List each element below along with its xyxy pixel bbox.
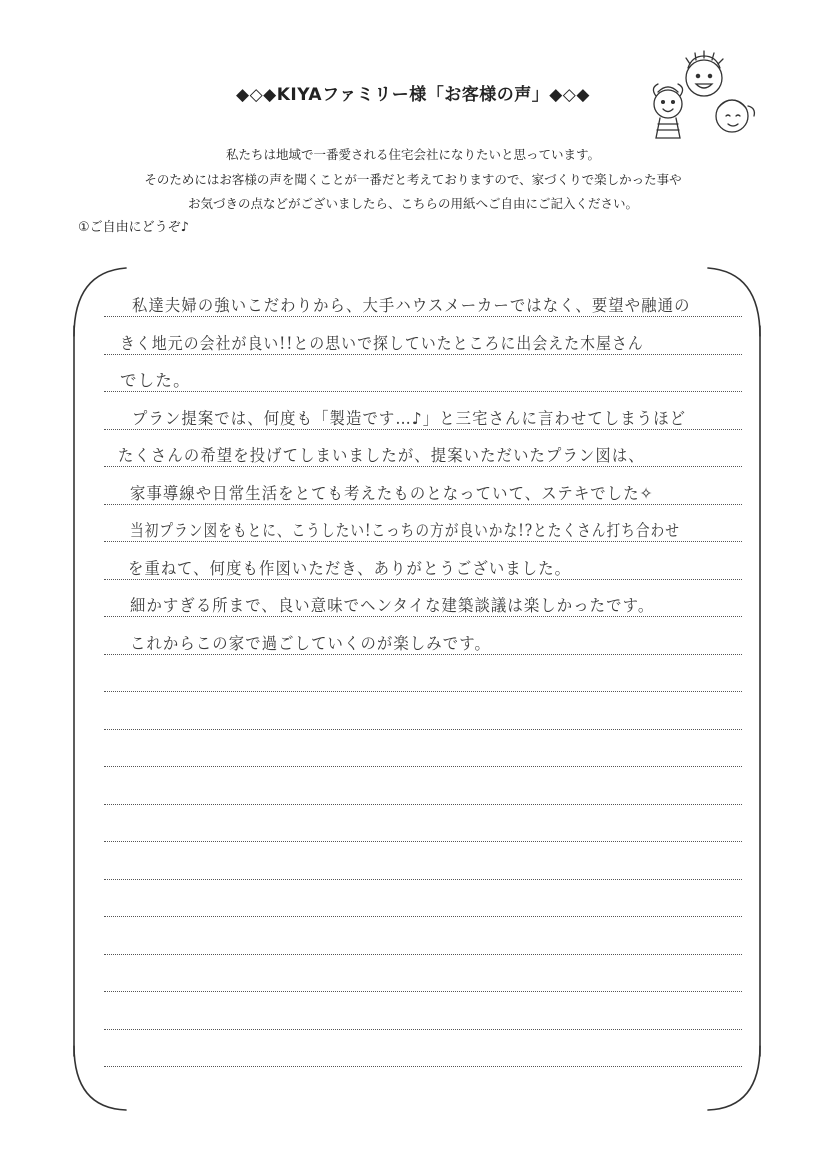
ruled-line — [104, 504, 742, 505]
comment-box-frame — [72, 266, 762, 1112]
ruled-line — [104, 654, 742, 655]
ruled-line — [104, 316, 742, 317]
handwritten-line: 当初プラン図をもとに、こうしたい!こっちの方が良いかな!?とたくさん打ち合わせ — [130, 521, 680, 540]
free-comment-prompt: ①ご自由にどうぞ♪ — [78, 220, 189, 235]
handwritten-line: これからこの家で過ごしていくのが楽しみです。 — [130, 634, 491, 653]
handwritten-line: たくさんの希望を投げてしまいましたが、提案いただいたプラン図は、 — [118, 446, 645, 465]
ruled-line — [104, 804, 742, 805]
ruled-line — [104, 1029, 742, 1030]
ruled-line — [104, 579, 742, 580]
handwritten-line: を重ねて、何度も作図いただき、ありがとうございました。 — [128, 559, 572, 578]
ruled-line — [104, 354, 742, 355]
handwritten-line: でした。 — [120, 371, 191, 390]
handwritten-line: プラン提案では、何度も「製造です…♪」と三宅さんに言わせてしまうほど — [132, 409, 687, 428]
handwritten-line: 家事導線や日常生活をとても考えたものとなっていて、ステキでした✧ — [130, 484, 654, 503]
ruled-line — [104, 1066, 742, 1067]
handwritten-line: 私達夫婦の強いこだわりから、大手ハウスメーカーではなく、要望や融通の — [132, 296, 691, 315]
ruled-line — [104, 691, 742, 692]
ruled-line — [104, 541, 742, 542]
ruled-line — [104, 916, 742, 917]
page-title: ◆◇◆KIYAファミリー様「お客様の声」◆◇◆ — [236, 85, 590, 105]
ruled-line — [104, 954, 742, 955]
ruled-line — [104, 616, 742, 617]
ruled-line — [104, 466, 742, 467]
ruled-line — [104, 391, 742, 392]
handwritten-line: きく地元の会社が良い!!との思いで探していたところに出会えた木屋さん — [120, 334, 644, 353]
handwritten-line: 細かすぎる所まで、良い意味でヘンタイな建築談議は楽しかったです。 — [130, 596, 655, 615]
intro-text — [0, 143, 826, 217]
intro-line: お気づきの点などがございましたら、こちらの用紙へご自由にご記入ください。 — [187, 196, 638, 211]
ruled-line — [104, 766, 742, 767]
ruled-line — [104, 841, 742, 842]
children-faces-illustration — [632, 46, 762, 146]
ruled-line — [104, 429, 742, 430]
ruled-line — [104, 991, 742, 992]
intro-line: 私たちは地域で一番愛される住宅会社になりたいと思っています。 — [225, 147, 600, 162]
intro-line: そのためにはお客様の声を聞くことが一番だと考えておりますので、家づくりで楽しかった事や — [144, 171, 682, 187]
ruled-line — [104, 879, 742, 880]
ruled-line — [104, 729, 742, 730]
